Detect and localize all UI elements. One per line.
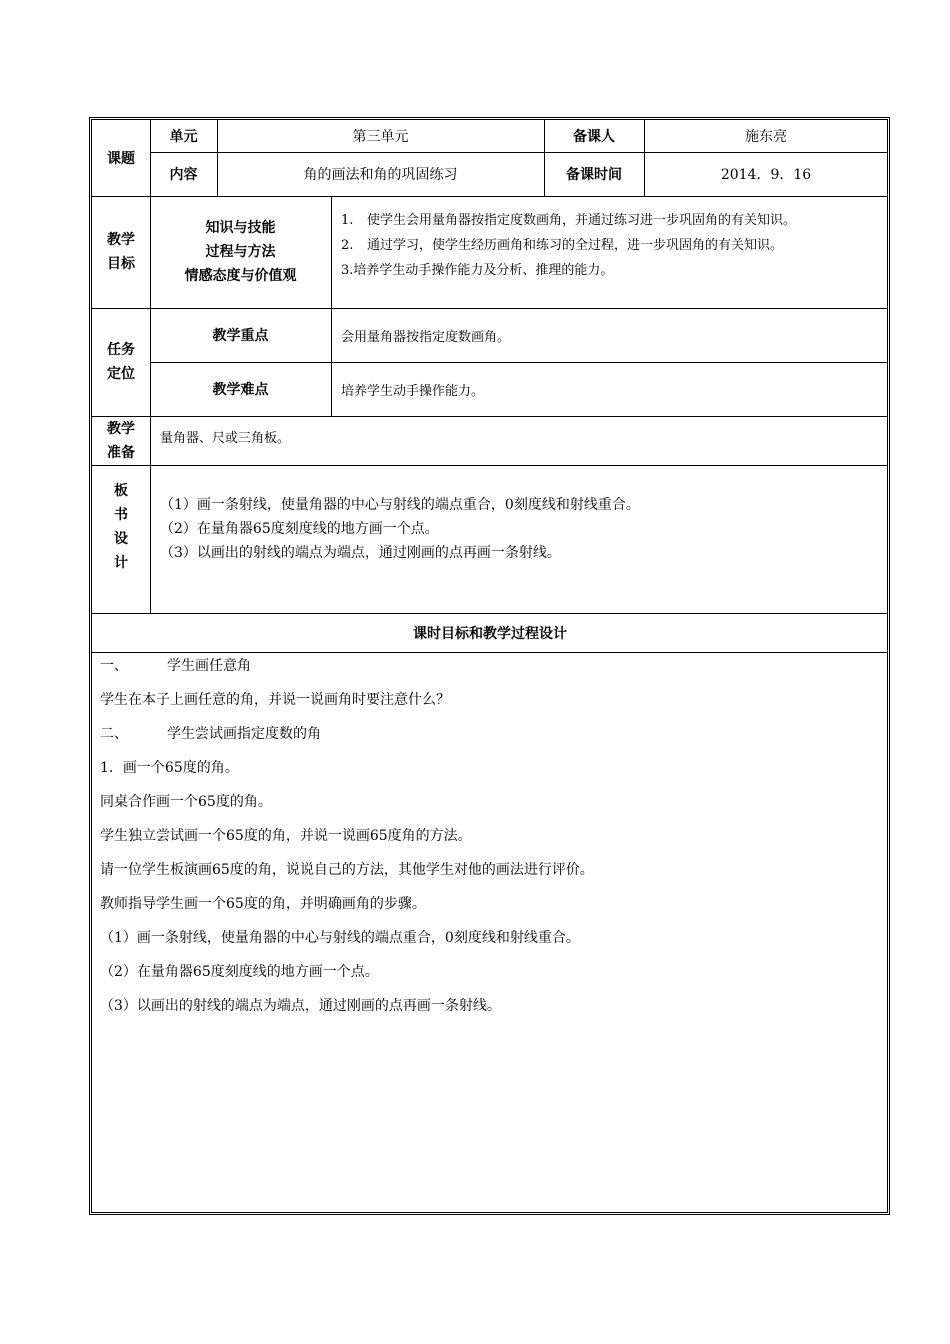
task-label-line-2: 定位 [107,366,135,382]
board-label [92,465,150,613]
board-label-char: 设 [114,531,128,547]
board-line: （2）在量角器65度刻度线的地方画一个点。 [160,521,439,537]
paragraph-text: 学生尝试画指定度数的角 [167,726,321,742]
key-point-label: 教学重点 [212,328,269,344]
prep-value: 量角器、尺或三角板。 [160,431,291,446]
paragraph-text: （1）画一条射线，使量角器的中心与射线的端点重合，0刻度线和射线重合。 [100,930,580,946]
prep-label-line-2: 准备 [107,444,135,461]
board-line: （1）画一条射线，使量角器的中心与射线的端点重合，0刻度线和射线重合。 [160,497,640,513]
unit-label: 单元 [169,129,198,145]
prep-label [92,416,150,465]
process-paragraph [100,924,880,958]
content-value: 角的画法和角的巩固练习 [303,167,458,183]
rule-col-content [331,196,332,416]
goals-label [92,196,150,308]
paragraph-text: 学生独立尝试画一个65度的角，并说一说画65度角的方法。 [100,828,472,844]
goals-label-line-1: 教学 [107,232,135,248]
goal-item-number: 2. [341,237,354,253]
paragraph-text: 教师指导学生画一个65度的角，并明确画角的步骤。 [100,896,426,912]
board-content [160,465,886,613]
date-label: 备课时间 [566,167,622,183]
process-paragraph [100,822,880,856]
content-label: 内容 [169,167,198,183]
goals-categories [150,196,331,308]
paragraph-text: 请一位学生板演画65度的角，说说自己的方法，其他学生对他的画法进行评价。 [100,862,594,878]
process-paragraph [100,686,880,720]
paragraph-text: 同桌合作画一个65度的角。 [100,794,272,810]
goal-item-text: 使学生会用量角器按指定度数画角，并通过练习进一步巩固角的有关知识。 [367,212,797,228]
process-title: 课时目标和教学过程设计 [413,625,567,642]
key-point-value: 会用量角器按指定度数画角。 [341,329,511,345]
process-paragraph [100,754,880,788]
difficult-point-label: 教学难点 [212,382,269,398]
paragraph-text: 学生在本子上画任意的角，并说一说画角时要注意什么？ [100,692,450,708]
process-body [100,652,880,1026]
paragraph-text: （2）在量角器65度刻度线的地方画一个点。 [100,964,379,980]
difficult-point-value: 培养学生动手操作能力。 [341,383,485,399]
date-value: 2014．9．16 [720,167,812,183]
goals-list [341,196,886,308]
goal-category: 知识与技能 [205,220,276,236]
process-paragraph [100,652,880,686]
goal-category: 过程与方法 [205,244,276,260]
process-paragraph [100,890,880,924]
unit-value: 第三单元 [352,129,409,145]
process-paragraph [100,788,880,822]
goal-item [341,208,796,233]
paragraph-text: 1．画一个65度的角。 [100,760,239,776]
paragraph-text: 学生画任意角 [167,658,251,674]
board-label-char: 计 [114,555,128,571]
section-number: 二、 [100,726,128,742]
process-paragraph [100,958,880,992]
paragraph-text: （3）以画出的射线的端点为端点，通过刚画的点再画一条射线。 [100,998,501,1014]
goals-label-line-2: 目标 [107,256,135,272]
prep-label-line-1: 教学 [107,420,135,437]
preparer-value: 施东亮 [745,129,787,145]
goal-item-text: 培养学生动手操作能力及分析、推理的能力。 [353,262,614,278]
board-label-char: 板 [114,483,128,499]
task-label [92,308,150,416]
goal-item-number: 1. [341,212,354,228]
process-paragraph [100,720,880,754]
board-line: （3）以画出的射线的端点为端点，通过刚画的点再画一条射线。 [160,545,561,561]
goal-category: 情感态度与价值观 [184,268,297,284]
goal-item-text: 通过学习，使学生经历画角和练习的全过程，进一步巩固角的有关知识。 [367,237,784,253]
goal-item [341,258,613,283]
task-label-line-1: 任务 [107,342,135,358]
goal-item [341,233,783,258]
process-paragraph [100,856,880,890]
section-number: 一、 [100,658,128,674]
topic-label: 课题 [107,151,135,167]
goal-item-number: 3. [341,262,354,278]
preparer-label: 备课人 [573,129,615,145]
board-label-char: 书 [114,507,128,523]
process-paragraph [100,992,880,1026]
